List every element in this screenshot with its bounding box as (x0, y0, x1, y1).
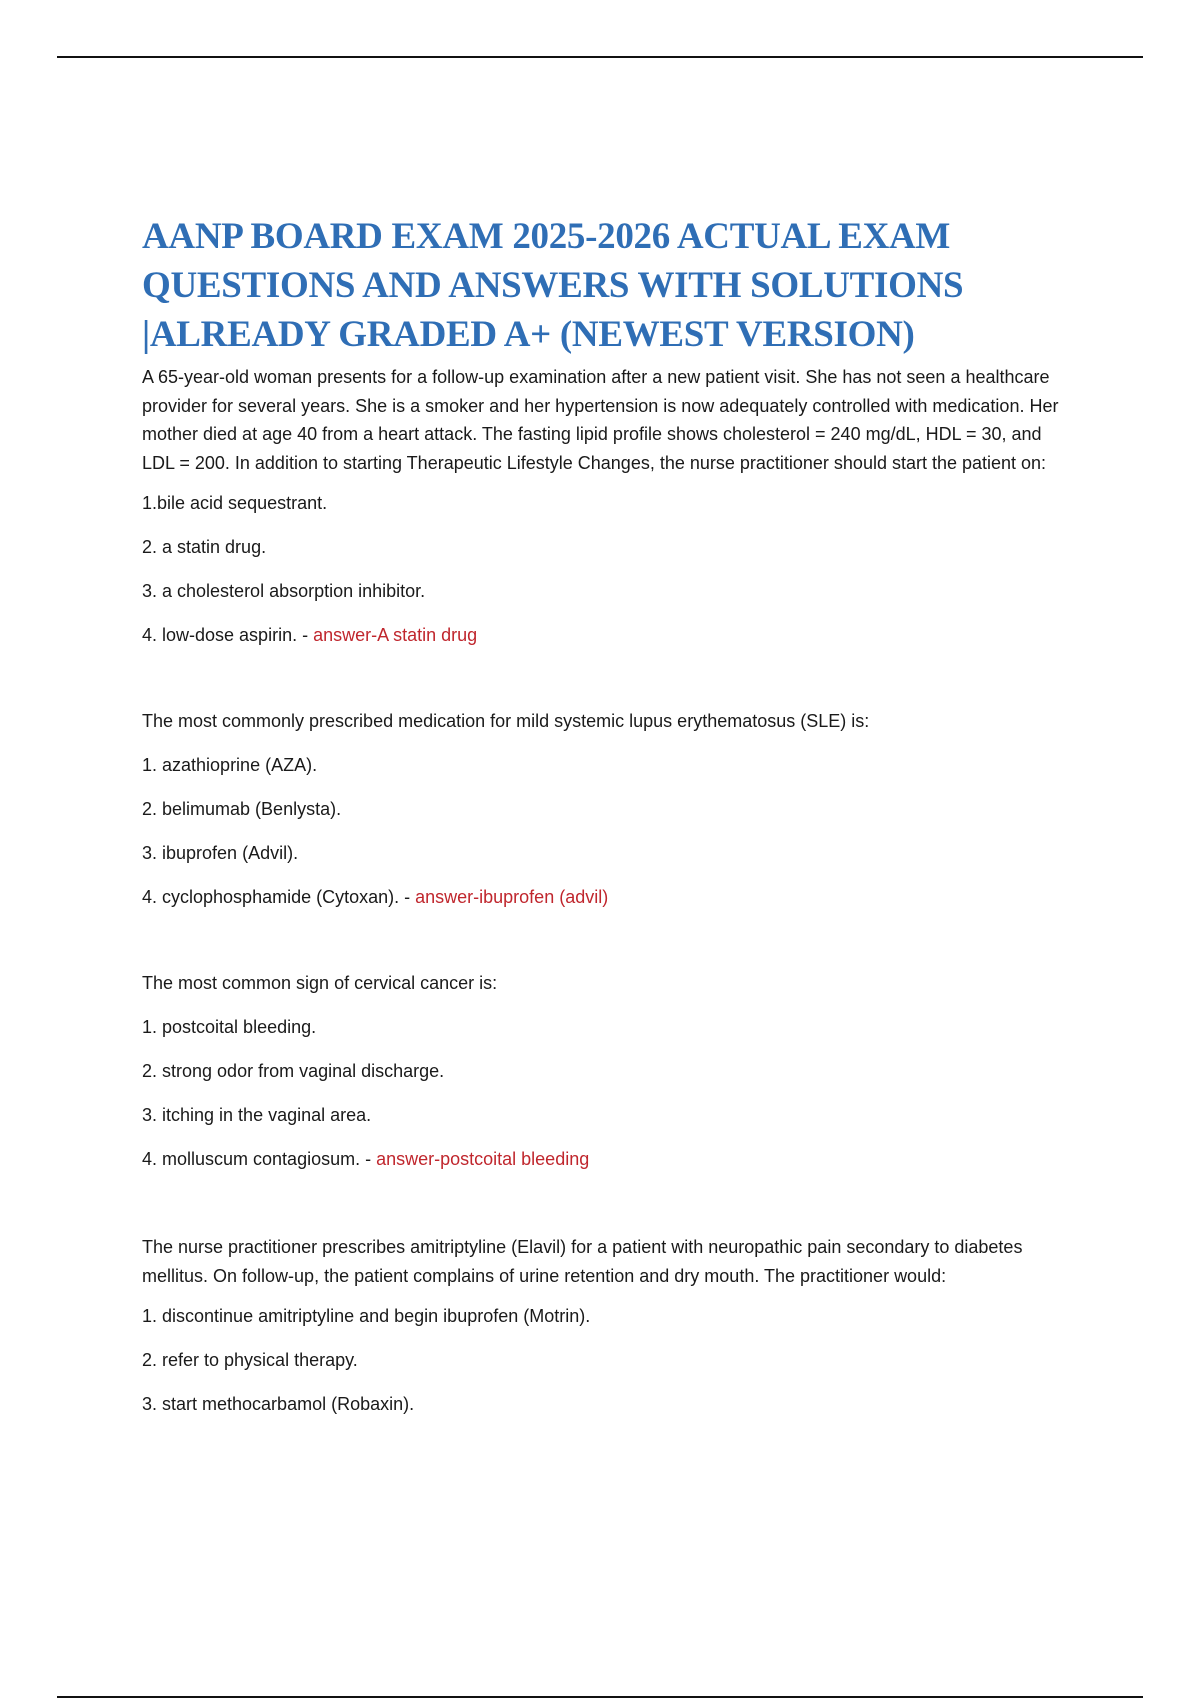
question-stem: The most commonly prescribed medication for mild systemic lupus erythematosus (SLE) is: (142, 711, 870, 731)
question-4 (142, 1233, 1072, 1416)
option-2: 2. belimumab (Benlysta). (142, 799, 342, 819)
question-stem: The most common sign of cervical cancer is: (142, 973, 498, 993)
option-4 (142, 623, 1072, 647)
question-stem: A 65-year-old woman presents for a follow-up examination after a new patient visit. She has not seen a healthcare provider for several years. She is a smoker and her hypertension is now adequately controlled with medication. Her mother died at age 40 from a heart attack. The fasting lipid profile shows cholesterol = 240 mg/dL, HDL = 30, and LDL = 200. In addition to starting Therapeutic Lifestyle Changes, the nurse practitioner should start the patient on: (142, 367, 1059, 473)
option-1: 1. azathioprine (AZA). (142, 755, 318, 775)
option-3: 3. itching in the vaginal area. (142, 1105, 372, 1125)
option-text: 4. molluscum contagiosum. - (142, 1149, 377, 1169)
option-1: 1. discontinue amitriptyline and begin ibuprofen (Motrin). (142, 1306, 591, 1326)
option-3: 3. start methocarbamol (Robaxin). (142, 1394, 415, 1414)
option-2: 2. refer to physical therapy. (142, 1350, 358, 1370)
option-4 (142, 1147, 1072, 1171)
footer-rule (57, 1696, 1143, 1698)
option-text: 4. cyclophosphamide (Cytoxan). - (142, 887, 416, 907)
option-2: 2. strong odor from vaginal discharge. (142, 1061, 445, 1081)
document-title: AANP BOARD EXAM 2025-2026 ACTUAL EXAM QUESTIONS AND ANSWERS WITH SOLUTIONS |ALREADY GRADED A+ (NEWEST VERSION) (142, 216, 964, 355)
option-4 (142, 885, 1072, 909)
question-stem: The nurse practitioner prescribes amitriptyline (Elavil) for a patient with neuropathic pain secondary to diabetes mellitus. On follow-up, the patient complains of urine retention and dry mouth. The practitioner would: (142, 1237, 1023, 1286)
header-rule (57, 56, 1143, 58)
option-2: 2. a statin drug. (142, 537, 267, 557)
option-1: 1.bile acid sequestrant. (142, 493, 328, 513)
question-1 (142, 363, 1072, 647)
answer-text: answer-postcoital bleeding (376, 1149, 590, 1169)
answer-text: answer-ibuprofen (advil) (415, 887, 609, 907)
document-body (142, 212, 1072, 1478)
option-1: 1. postcoital bleeding. (142, 1017, 317, 1037)
option-text: 4. low-dose aspirin. - (142, 625, 314, 645)
question-2 (142, 709, 1072, 909)
option-3: 3. a cholesterol absorption inhibitor. (142, 581, 426, 601)
question-3 (142, 971, 1072, 1171)
answer-text: answer-A statin drug (313, 625, 478, 645)
option-3: 3. ibuprofen (Advil). (142, 843, 299, 863)
